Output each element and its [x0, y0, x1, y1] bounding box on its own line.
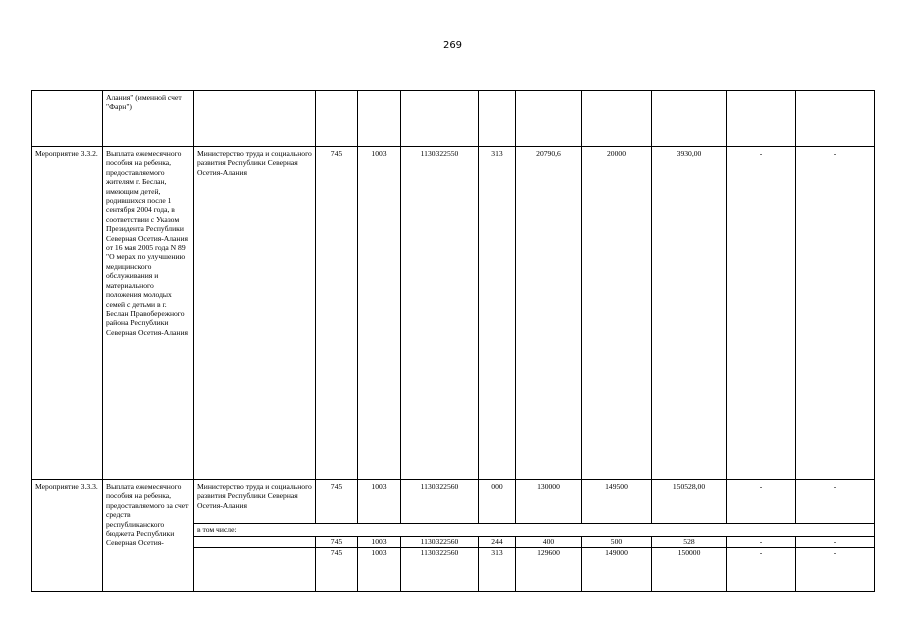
cell-name: Алания" (именной счет "Фарн") [103, 91, 194, 147]
cell-vr: 000 [479, 480, 516, 524]
cell-year2: 20000 [582, 147, 652, 480]
cell-code [32, 91, 103, 147]
program-table [31, 90, 875, 592]
cell-rzpr: 1003 [358, 147, 401, 480]
cell-vr: 313 [479, 548, 516, 592]
cell-year4: - [727, 480, 796, 524]
table-row [32, 91, 875, 147]
cell-code: Мероприятие 3.3.2. [32, 147, 103, 480]
cell-csr: 1130322560 [401, 537, 479, 548]
cell-grbs: 745 [316, 548, 358, 592]
cell-year1: 130000 [516, 480, 582, 524]
cell-year4: - [727, 147, 796, 480]
cell-year3: 150528,00 [652, 480, 727, 524]
page-number: 269 [442, 40, 463, 51]
cell-year3: 528 [652, 537, 727, 548]
cell-executor: Министерство труда и социального развития Республики Северная Осетия-Алания [194, 147, 316, 480]
cell-grbs: 745 [316, 480, 358, 524]
cell-year4: - [727, 548, 796, 592]
cell-year3: 150000 [652, 548, 727, 592]
including-label: в том числе: [194, 524, 875, 537]
cell-code: Мероприятие 3.3.3. [32, 480, 103, 592]
table-row [32, 147, 875, 480]
cell-year2: 149000 [582, 548, 652, 592]
cell-year2: 149500 [582, 480, 652, 524]
cell-executor: Министерство труда и социального развития Республики Северная Осетия-Алания [194, 480, 316, 524]
cell-year5: - [796, 537, 875, 548]
cell-rzpr: 1003 [358, 480, 401, 524]
cell-vr: 313 [479, 147, 516, 480]
cell-year1: 400 [516, 537, 582, 548]
cell-year1: 129600 [516, 548, 582, 592]
cell-grbs: 745 [316, 147, 358, 480]
cell-grbs: 745 [316, 537, 358, 548]
cell-vr: 244 [479, 537, 516, 548]
cell-name: Выплата ежемесячного пособия на ребенка, предоставляемого жителям г. Беслан, имеющим детей, родившихся после 1 сентября 2004 года, в соответствии с Указом Президента Республики Северная Осетия-Алания от 16 мая 2005 года N 89 "О мерах по улучшению медицинского обслуживания и материального положения молодых семей с детьми в г. Беслан Правобережного района Республики Северная Осетия-Алания [103, 147, 194, 480]
cell-executor [194, 548, 316, 592]
cell-executor [194, 537, 316, 548]
cell-csr: 1130322550 [401, 147, 479, 480]
cell-year3: 3930,00 [652, 147, 727, 480]
cell-rzpr: 1003 [358, 548, 401, 592]
cell-rzpr: 1003 [358, 537, 401, 548]
cell-year1: 20790,6 [516, 147, 582, 480]
cell-year5: - [796, 480, 875, 524]
cell-year2: 500 [582, 537, 652, 548]
cell-year4: - [727, 537, 796, 548]
cell-csr: 1130322560 [401, 480, 479, 524]
cell-csr: 1130322560 [401, 548, 479, 592]
cell-year5: - [796, 548, 875, 592]
cell-year5: - [796, 147, 875, 480]
cell-name: Выплата ежемесячного пособия на ребенка, предоставляемого за счет средств республиканского бюджета Республики Северная Осетия- [103, 480, 194, 592]
table-row [32, 480, 875, 524]
cell-executor [194, 91, 316, 147]
